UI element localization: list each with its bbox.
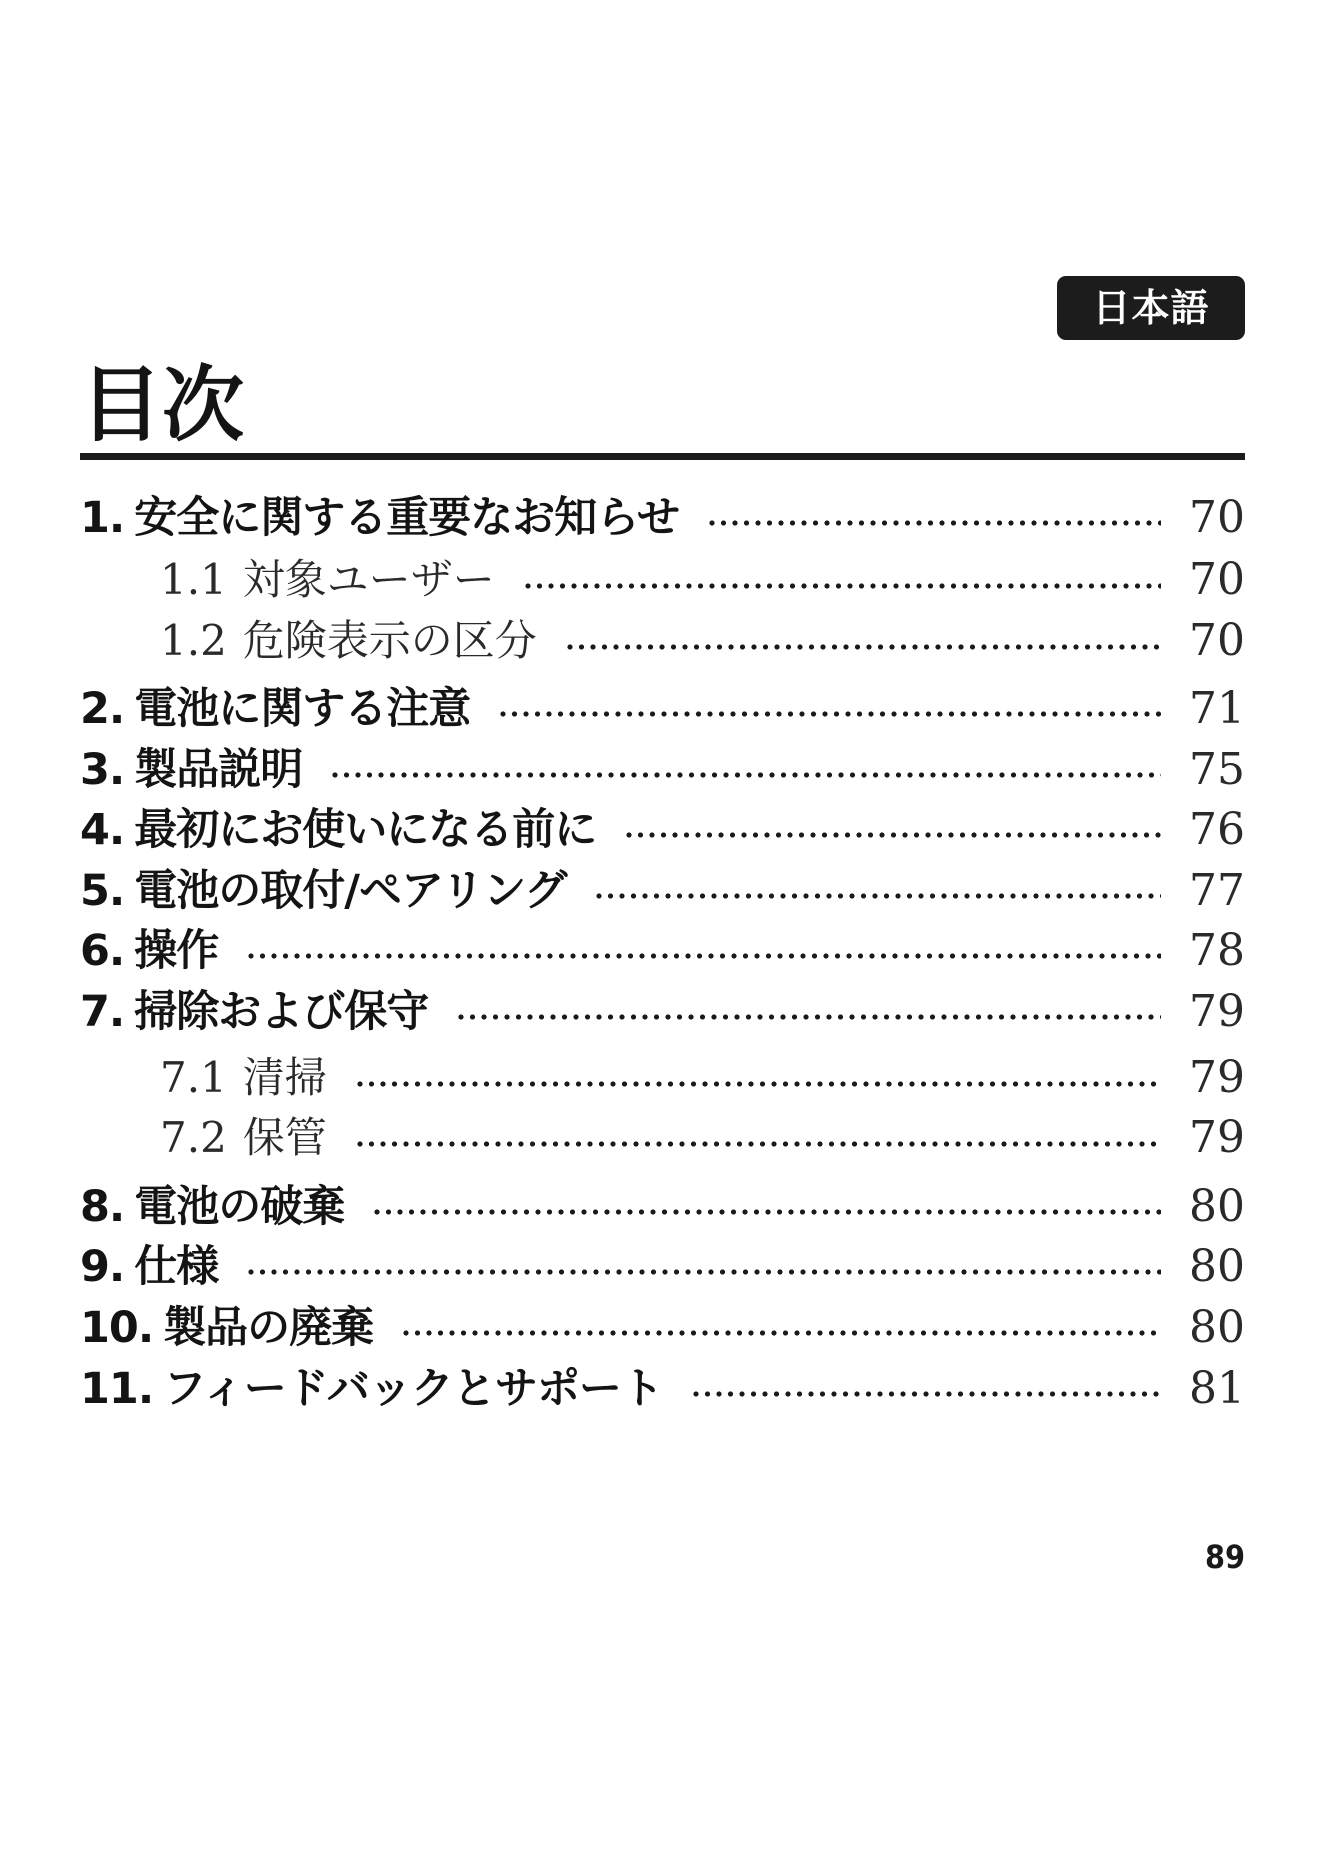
toc-entry-number: 2. — [80, 684, 125, 734]
toc-entry-number: 7.1 — [160, 1053, 227, 1102]
toc-entry[interactable] — [80, 796, 1245, 855]
toc-entry-label: 製品説明 — [134, 745, 303, 795]
dot-leader — [403, 1330, 1161, 1338]
toc-entry-page: 80 — [1189, 1181, 1245, 1232]
toc-entry-label: 電池に関する注意 — [134, 684, 471, 734]
dot-leader — [596, 893, 1161, 901]
toc-entry[interactable] — [80, 1355, 1245, 1414]
toc-subentry[interactable] — [160, 1045, 1245, 1101]
toc-entry-number: 5. — [80, 866, 125, 916]
toc-entry-number: 9. — [80, 1242, 125, 1292]
toc-entry-page: 80 — [1189, 1241, 1245, 1292]
toc-entry-label: 電池の取付/ペアリング — [134, 866, 567, 916]
dot-leader — [626, 832, 1161, 840]
toc-subentry[interactable] — [160, 1105, 1245, 1161]
language-badge: 日本語 — [1057, 276, 1245, 340]
toc-entry[interactable] — [80, 1173, 1245, 1232]
toc-entry-page: 79 — [1189, 1112, 1245, 1163]
toc-entry-label: 仕様 — [134, 1242, 219, 1292]
toc-entry-label: 安全に関する重要なお知らせ — [134, 493, 679, 543]
toc-entry-label: 操作 — [134, 926, 219, 976]
title-divider — [80, 453, 1245, 460]
toc-entry-number: 1.2 — [160, 616, 227, 665]
toc-entry-number: 7.2 — [160, 1113, 227, 1162]
toc-entry[interactable] — [80, 1233, 1245, 1292]
dot-leader — [567, 644, 1161, 652]
dot-leader — [458, 1014, 1161, 1022]
toc-entry[interactable] — [80, 1294, 1245, 1353]
toc-entry-number: 1.1 — [160, 555, 227, 604]
toc-entry-label: 掃除および保守 — [134, 987, 429, 1037]
dot-leader — [248, 953, 1161, 961]
toc-entry-number: 8. — [80, 1182, 125, 1232]
toc-entry-number: 6. — [80, 926, 125, 976]
toc-entry-number: 10. — [80, 1303, 154, 1353]
toc-entry-page: 75 — [1189, 744, 1245, 795]
toc-entry-page: 78 — [1189, 925, 1245, 976]
toc-entry[interactable] — [80, 917, 1245, 976]
toc-entry[interactable] — [80, 736, 1245, 795]
toc-entry[interactable] — [80, 857, 1245, 916]
toc-entry-label: 最初にお使いになる前に — [134, 805, 597, 855]
dot-leader — [357, 1081, 1161, 1089]
toc-entry[interactable] — [80, 675, 1245, 734]
toc-entry-label: 清掃 — [242, 1053, 327, 1102]
toc-entry-label: 対象ユーザー — [242, 555, 495, 604]
dot-leader — [693, 1391, 1161, 1399]
dot-leader — [525, 583, 1161, 591]
dot-leader — [709, 520, 1161, 528]
toc-entry-label: 危険表示の区分 — [242, 616, 537, 665]
toc-entry-number: 1. — [80, 493, 125, 543]
toc-entry-number: 11. — [80, 1364, 154, 1414]
toc-entry-page: 76 — [1189, 804, 1245, 855]
toc-entry-label: 電池の破棄 — [134, 1182, 345, 1232]
dot-leader — [500, 711, 1161, 719]
page-title: 目次 — [80, 358, 245, 453]
toc-entry-page: 79 — [1189, 986, 1245, 1037]
toc-entry-number: 3. — [80, 745, 125, 795]
page-number: 89 — [1204, 1538, 1245, 1576]
dot-leader — [357, 1141, 1161, 1149]
toc-entry-label: 製品の廃棄 — [163, 1303, 374, 1353]
toc-entry-label: 保管 — [242, 1113, 327, 1162]
toc-entry-number: 7. — [80, 987, 125, 1037]
toc-entry-number: 4. — [80, 805, 125, 855]
toc-entry-page: 79 — [1189, 1052, 1245, 1103]
toc-entry[interactable] — [80, 484, 1245, 543]
toc-subentry[interactable] — [160, 608, 1245, 664]
toc-entry-page: 71 — [1189, 683, 1245, 734]
toc-entry-page: 70 — [1189, 615, 1245, 666]
toc-entry[interactable] — [80, 978, 1245, 1037]
toc-entry-page: 81 — [1189, 1363, 1245, 1414]
toc-entry-page: 70 — [1189, 554, 1245, 605]
toc-entry-page: 80 — [1189, 1302, 1245, 1353]
toc-entry-page: 70 — [1189, 492, 1245, 543]
dot-leader — [332, 772, 1161, 780]
toc-entry-page: 77 — [1189, 865, 1245, 916]
toc-entry-label: フィードバックとサポート — [163, 1364, 663, 1414]
dot-leader — [248, 1269, 1161, 1277]
dot-leader — [374, 1209, 1161, 1217]
toc-subentry[interactable] — [160, 547, 1245, 603]
